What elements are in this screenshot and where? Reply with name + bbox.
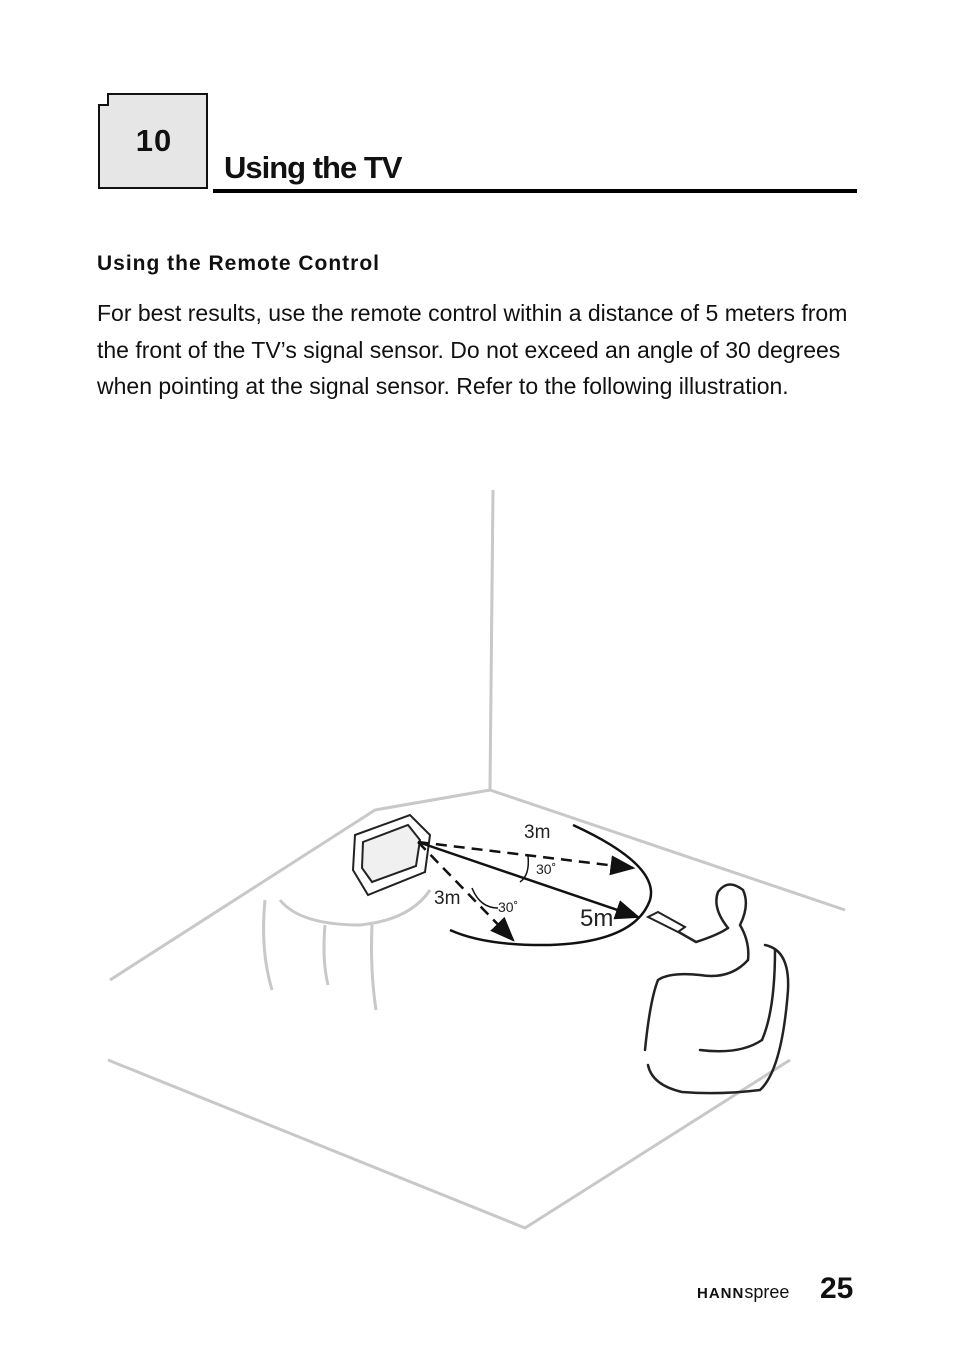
section-heading: Using the Remote Control bbox=[97, 252, 381, 275]
tv-icon bbox=[353, 815, 430, 895]
page-number: 25 bbox=[820, 1272, 854, 1305]
lower-range-line bbox=[418, 842, 513, 940]
upper-range-line bbox=[418, 842, 633, 868]
brand-logo: HANNspree bbox=[697, 1282, 790, 1302]
lower-distance-label: 3m bbox=[434, 888, 461, 909]
person-on-chair-icon bbox=[645, 884, 788, 1093]
main-distance-label: 5m bbox=[580, 905, 614, 932]
signal-range-lines bbox=[418, 825, 651, 945]
remote-control-range-illustration bbox=[100, 480, 860, 1240]
upper-distance-label: 3m bbox=[524, 822, 551, 843]
room-outline bbox=[108, 490, 845, 1228]
section-body: For best results, use the remote control within a distance of 5 meters from the front of the TV’s signal sensor. Do not exceed an angle of 30 degrees when pointing at the signal sensor. Refer to the following illustration. bbox=[97, 300, 848, 399]
title-underline bbox=[213, 189, 857, 193]
lower-angle-arc bbox=[472, 888, 498, 908]
chapter-number-box bbox=[98, 93, 206, 189]
lower-angle-label: 30˚ bbox=[498, 899, 519, 915]
upper-angle-label: 30˚ bbox=[536, 861, 557, 877]
chapter-number: 10 bbox=[135, 123, 173, 158]
chapter-title: Using the TV bbox=[224, 150, 402, 185]
range-arc bbox=[450, 825, 651, 945]
